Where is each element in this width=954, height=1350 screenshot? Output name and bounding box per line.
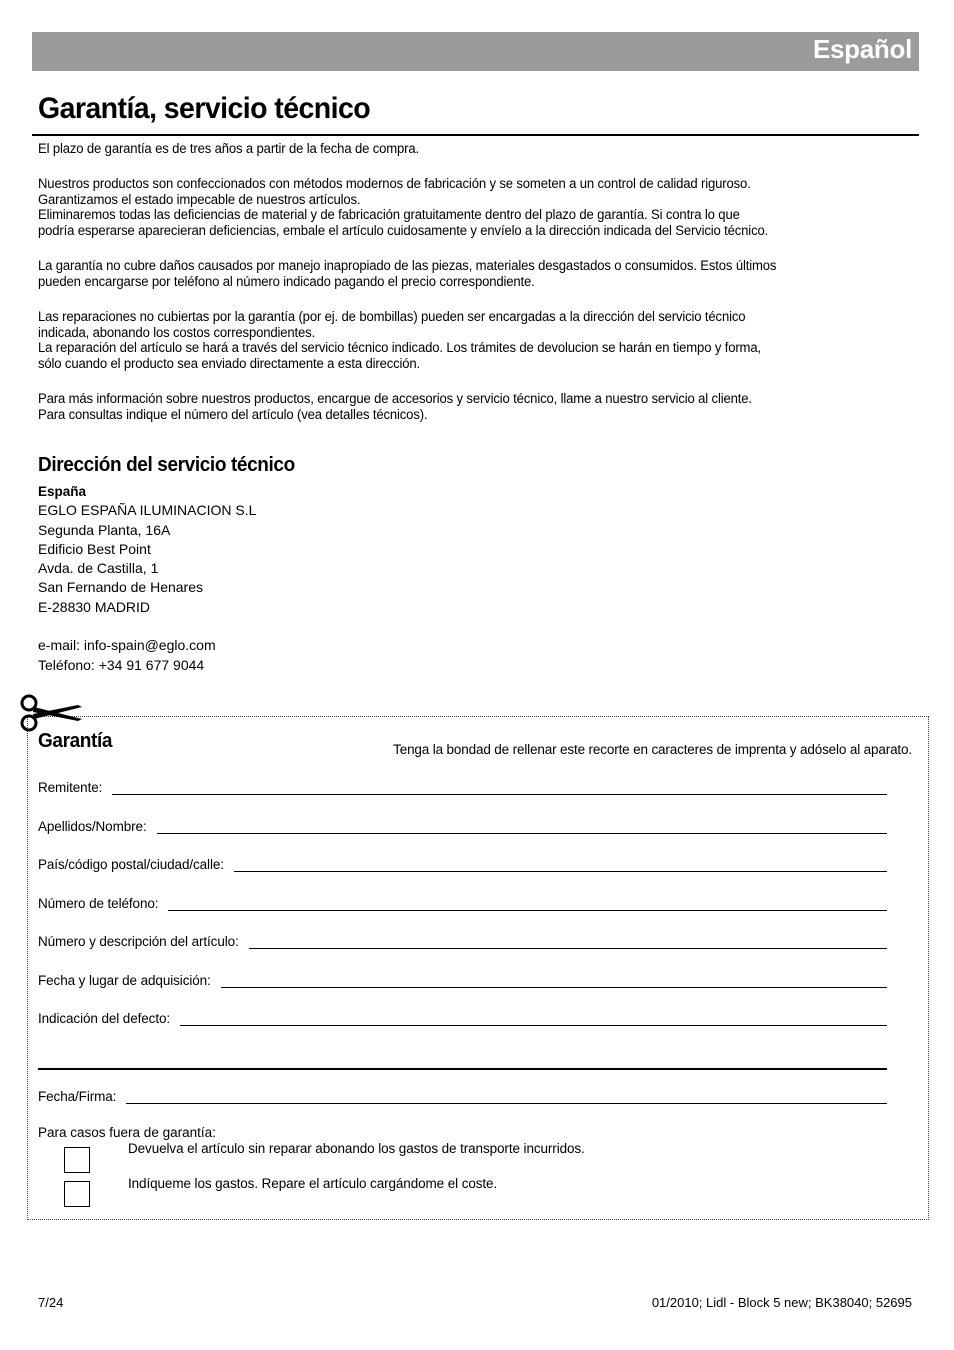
title-divider	[32, 134, 919, 136]
purchase-field[interactable]: Fecha y lugar de adquisición:	[38, 973, 887, 988]
address-field[interactable]: País/código postal/ciudad/calle:	[38, 857, 887, 872]
address-phone: Teléfono: +34 91 677 9044	[38, 656, 205, 673]
address-line: Avda. de Castilla, 1	[38, 560, 159, 577]
address-country: España	[38, 484, 87, 499]
return-unrepaired-label: Devuelva el artículo sin reparar abonando los gastos de transporte incurridos.	[128, 1141, 585, 1156]
language-label: Español	[812, 34, 912, 64]
address-line: E-28830 MADRID	[38, 598, 151, 615]
defect-field[interactable]: Indicación del defecto:	[38, 1011, 887, 1026]
coupon-title: Garantía	[38, 730, 113, 752]
document-reference: 01/2010; Lidl - Block 5 new; BK38040; 52695	[651, 1295, 912, 1310]
repairs-paragraph: Las reparaciones no cubiertas por la garantía (por ej. de bombillas) pueden ser encargadas a la dirección del servicio técnico indicada, abonando los costos correspondientes. La reparación del artículo se hará a través del servicio técnico indicado. Los trámites de devolucion se harán en tiempo y forma, sólo cuando el producto sea enviado directamente a esta dirección.	[38, 309, 761, 371]
service-address-heading: Dirección del servicio técnico	[38, 454, 295, 476]
service-address	[38, 482, 256, 675]
scissors-icon	[18, 694, 84, 732]
exclusions-paragraph: La garantía no cubre daños causados por manejo inapropiado de las piezas, materiales desgastados o consumidos. Estos últimos pueden encargarse por teléfono al número indicado pagando el precio correspondiente.	[38, 258, 777, 289]
quote-repair-label: Indíqueme los gastos. Repare el artículo cargándome el coste.	[128, 1176, 498, 1191]
name-field[interactable]: Apellidos/Nombre:	[38, 819, 887, 834]
coupon-note: Tenga la bondad de rellenar este recorte en caracteres de imprenta y adóselo al aparato.	[393, 742, 912, 757]
return-unrepaired-checkbox[interactable]	[64, 1147, 90, 1173]
phone-field[interactable]: Número de teléfono:	[38, 896, 887, 911]
language-bar	[32, 32, 919, 71]
quality-paragraph: Nuestros productos son confeccionados con métodos modernos de fabricación y se someten a un control de calidad riguroso. Garantizamos el estado impecable de nuestros artículos. Eliminaremos todas las deficiencias de material y de fabricación gratuitamente dentro del plazo de garantía. Si contra lo que podría esperarse aparecieran deficiencias, embale el artículo cuidosamente y envíelo a la dirección indicada del Servicio técnico.	[38, 176, 769, 238]
address-line: EGLO ESPAÑA ILUMINACION S.L	[38, 502, 257, 519]
address-line: Segunda Planta, 16A	[38, 521, 171, 538]
address-line: San Fernando de Henares	[38, 579, 203, 596]
quote-repair-checkbox[interactable]	[64, 1181, 90, 1207]
article-field[interactable]: Número y descripción del artículo:	[38, 934, 887, 949]
warranty-period-paragraph: El plazo de garantía es de tres años a partir de la fecha de compra.	[38, 141, 420, 156]
out-of-warranty-label: Para casos fuera de garantía:	[38, 1125, 216, 1140]
address-line: Edificio Best Point	[38, 540, 151, 557]
defect-extra-line[interactable]	[38, 1068, 887, 1070]
sender-field[interactable]: Remitente:	[38, 780, 887, 795]
address-email: e-mail: info-spain@eglo.com	[38, 637, 216, 654]
date-signature-field[interactable]: Fecha/Firma:	[38, 1089, 887, 1104]
page-number: 7/24	[38, 1295, 64, 1310]
info-paragraph: Para más información sobre nuestros productos, encargue de accesorios y servicio técnico, llame a nuestro servicio al cliente. Para consultas indique el número del artículo (vea detalles técnicos).	[38, 391, 752, 422]
page-title: Garantía, servicio técnico	[38, 92, 371, 125]
